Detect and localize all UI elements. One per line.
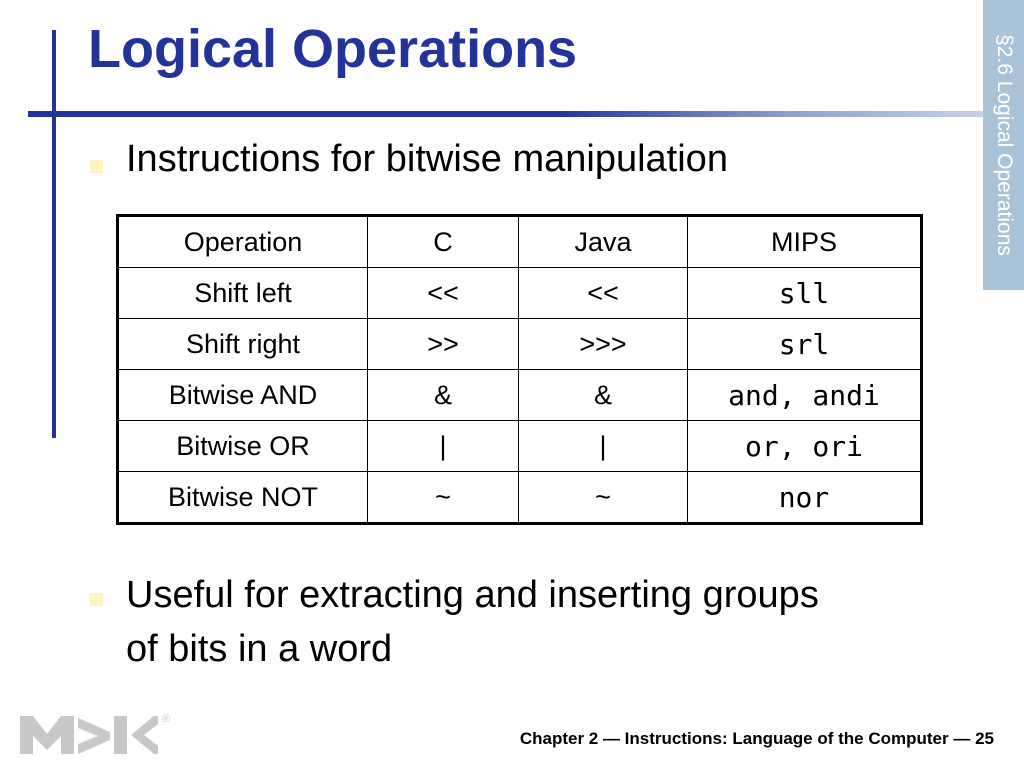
table-cell: ~ <box>368 472 519 524</box>
table-cell: Shift right <box>118 319 368 370</box>
publisher-logo <box>20 710 180 758</box>
section-side-tab <box>983 0 1024 290</box>
table-cell: >>> <box>519 319 688 370</box>
table-row <box>118 472 922 524</box>
bullet-marker <box>90 160 103 173</box>
section-side-label: §2.6 Logical Operations <box>992 34 1016 256</box>
table-header-cell: Operation <box>118 216 368 268</box>
table-cell: | <box>519 421 688 472</box>
operations-table <box>116 214 923 525</box>
table-header-cell: MIPS <box>688 216 922 268</box>
table-cell: | <box>368 421 519 472</box>
slide-footer: Chapter 2 — Instructions: Language of the Computer — 25 <box>519 729 994 748</box>
table-row <box>118 268 922 319</box>
table-cell: Bitwise OR <box>118 421 368 472</box>
table-cell: and, andi <box>688 370 922 421</box>
table-header-row <box>118 216 922 268</box>
table-cell: >> <box>368 319 519 370</box>
table-cell: ~ <box>519 472 688 524</box>
table-cell: Shift left <box>118 268 368 319</box>
table-cell: << <box>519 268 688 319</box>
table-row <box>118 370 922 421</box>
table-row <box>118 319 922 370</box>
table-cell: Bitwise AND <box>118 370 368 421</box>
bullet-text: Instructions for bitwise manipulation <box>126 138 728 180</box>
table-cell: srl <box>688 319 922 370</box>
slide-title: Logical Operations <box>88 19 578 79</box>
bullet-text: Useful for extracting and inserting groups of bits in a word <box>126 574 819 670</box>
title-underline <box>28 111 984 117</box>
title-accent-bar <box>52 30 56 438</box>
table-row <box>118 421 922 472</box>
table-cell: Bitwise NOT <box>118 472 368 524</box>
table-cell: nor <box>688 472 922 524</box>
table-cell: or, ori <box>688 421 922 472</box>
table-header-cell: Java <box>519 216 688 268</box>
table-cell: << <box>368 268 519 319</box>
bullet-marker <box>90 593 103 606</box>
table-cell: sll <box>688 268 922 319</box>
table-header-cell: C <box>368 216 519 268</box>
table-cell: & <box>519 370 688 421</box>
table-cell: & <box>368 370 519 421</box>
registered-mark: ® <box>162 713 171 725</box>
